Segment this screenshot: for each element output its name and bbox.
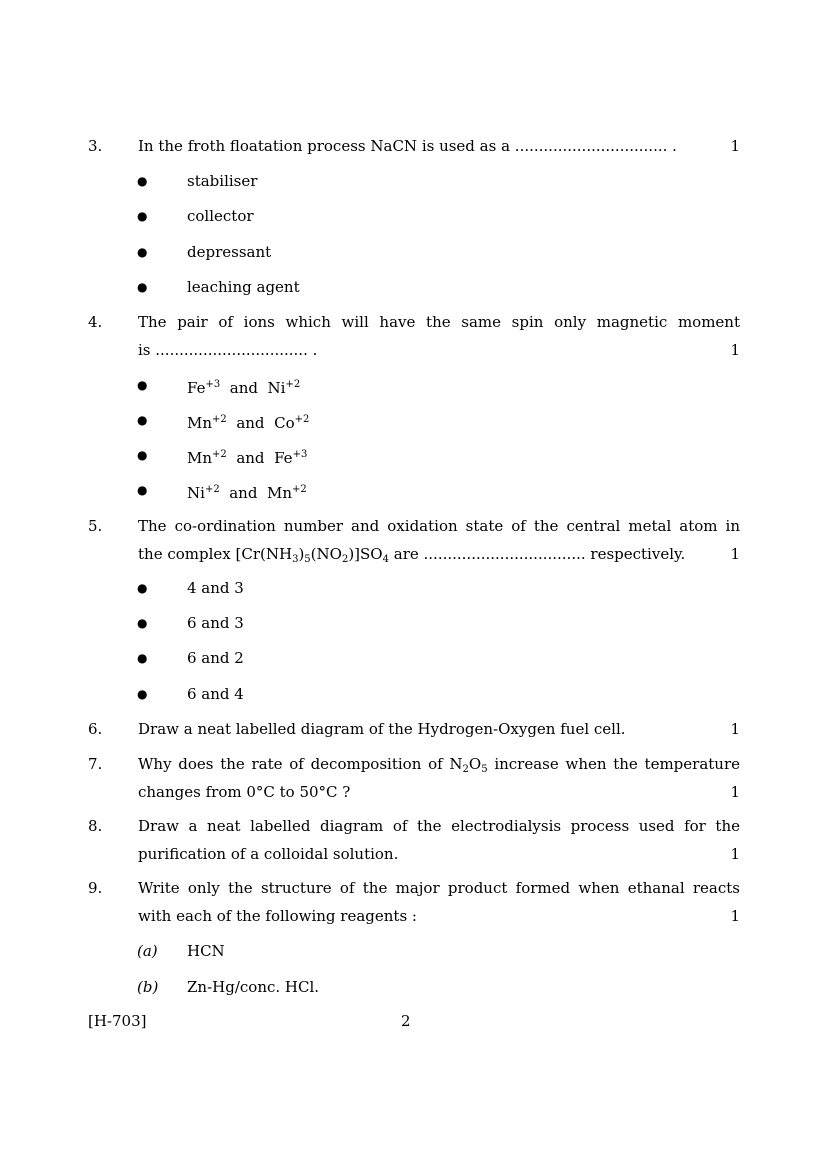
- question-marks: 1: [730, 341, 740, 359]
- question-marks: 1: [730, 783, 740, 801]
- bullet-icon: ●: [137, 174, 148, 188]
- bullet-icon: ●: [137, 209, 148, 223]
- question-6: [88, 715, 740, 743]
- question-text-line2: the complex $[Cr(NH_3)_5(NO_2)]SO_4$ are .................................. respectively.: [138, 545, 686, 565]
- question-number: 5.: [88, 517, 103, 535]
- bullet-icon: ●: [137, 687, 148, 701]
- question-number: 3.: [88, 137, 103, 155]
- page-number: 2: [401, 1012, 411, 1030]
- question-5: [88, 512, 740, 568]
- question-text-line1: Why does the rate of decomposition of $N_2O_5$ increase when the temperature: [138, 755, 740, 775]
- question-marks: 1: [730, 845, 740, 863]
- question-4: [88, 308, 740, 364]
- question-text-line1: The pair of ions which will have the same spin only magnetic moment: [138, 313, 740, 331]
- bullet-icon: ●: [137, 378, 148, 392]
- question-number: 8.: [88, 817, 103, 835]
- question-text-line1: The co-ordination number and oxidation state of the central metal atom in: [138, 517, 740, 535]
- question-marks: 1: [730, 720, 740, 738]
- bullet-icon: ●: [137, 280, 148, 294]
- bullet-icon: ●: [137, 483, 148, 497]
- question-text-line2: is ................................ .: [138, 341, 318, 359]
- bullet-icon: ●: [137, 245, 148, 259]
- question-text: Draw a neat labelled diagram of the Hydrogen-Oxygen fuel cell.: [138, 720, 626, 738]
- bullet-icon: ●: [137, 581, 148, 595]
- bullet-icon: ●: [137, 448, 148, 462]
- question-number: 4.: [88, 313, 103, 331]
- question-text-line1: Write only the structure of the major product formed when ethanal reacts: [138, 879, 740, 897]
- question-text-line2: changes from 0°C to 50°C ?: [138, 783, 351, 801]
- question-number: 6.: [88, 720, 103, 738]
- bullet-icon: ●: [137, 616, 148, 630]
- bullet-icon: ●: [137, 651, 148, 665]
- question-marks: 1: [730, 907, 740, 925]
- question-text: In the froth floatation process NaCN is used as a ................................ .: [138, 137, 677, 155]
- question-3: [88, 132, 740, 160]
- question-marks: 1: [730, 137, 740, 155]
- question-text-line1: Draw a neat labelled diagram of the electrodialysis process used for the: [138, 817, 740, 835]
- question-number: 9.: [88, 879, 103, 897]
- question-7: [88, 750, 740, 806]
- bullet-icon: ●: [137, 413, 148, 427]
- paper-code: [H-703]: [88, 1012, 147, 1030]
- question-number: 7.: [88, 755, 103, 773]
- question-text-line2: purification of a colloidal solution.: [138, 845, 399, 863]
- question-9: [88, 874, 740, 930]
- question-text-line2: with each of the following reagents :: [138, 907, 417, 925]
- question-8: [88, 812, 740, 868]
- question-marks: 1: [730, 545, 740, 563]
